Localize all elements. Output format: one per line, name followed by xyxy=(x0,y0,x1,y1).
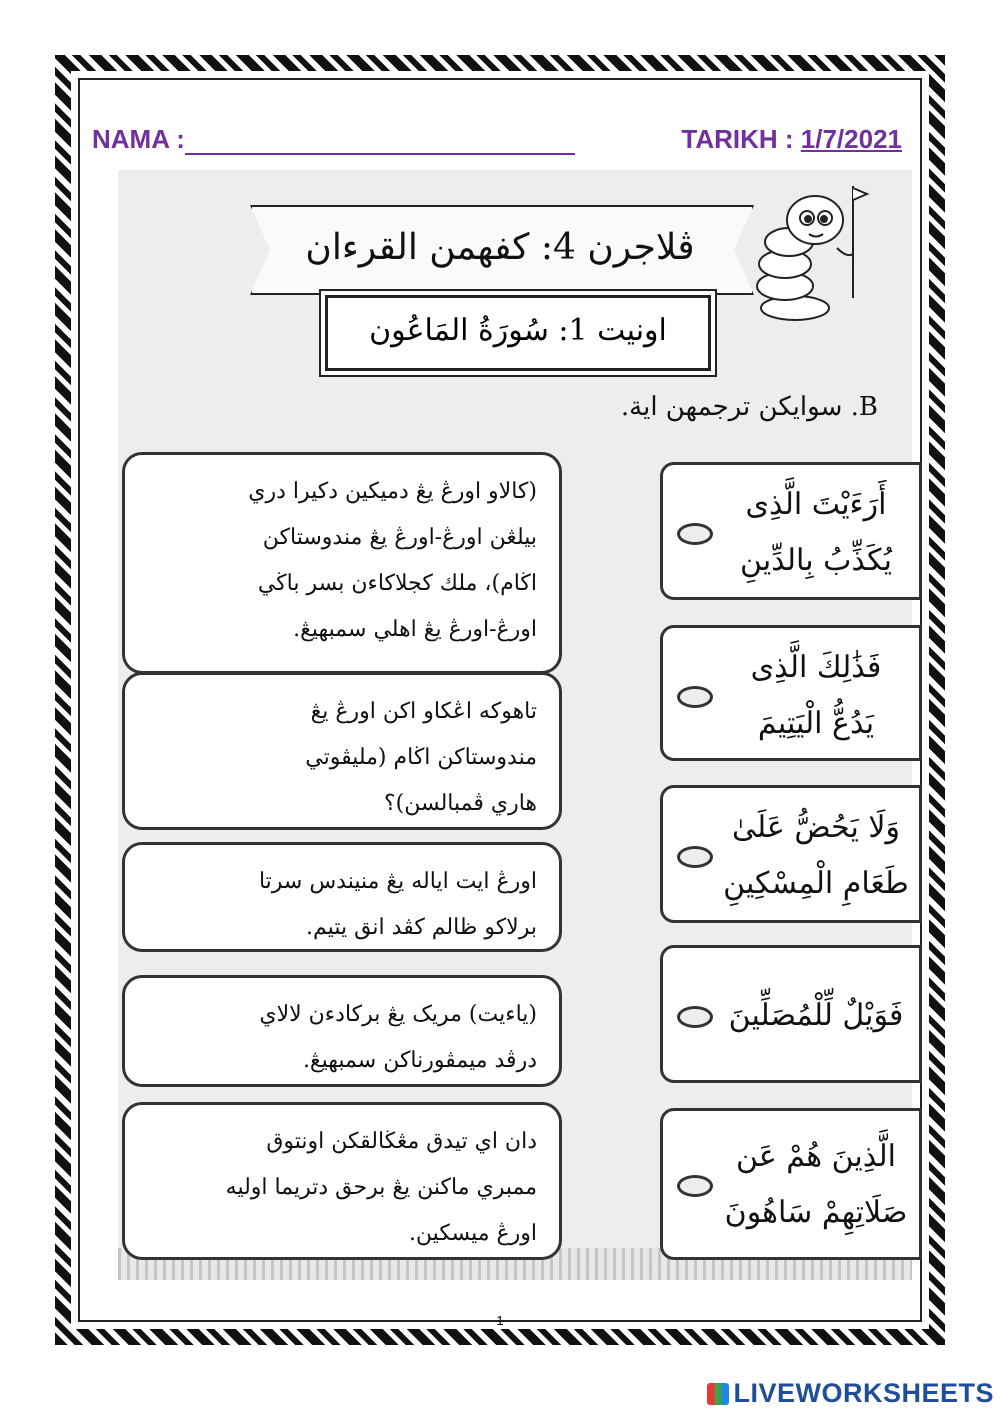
translation-line: هاري ڤمبالسن)؟ xyxy=(383,791,537,816)
liveworksheets-icon xyxy=(707,1383,729,1405)
brand-logo[interactable] xyxy=(707,1378,994,1409)
caterpillar-mascot-icon xyxy=(755,178,875,328)
verse-line: يَدُعُّ الْيَتِيمَ xyxy=(757,706,875,741)
verse-line: الَّذِينَ هُمْ عَن xyxy=(735,1139,896,1174)
date-field xyxy=(681,124,902,155)
tag-hole-icon xyxy=(677,686,713,708)
tag-hole-icon xyxy=(677,523,713,545)
translation-line: مندوستاكن اڬام (مليڤوتي xyxy=(305,745,537,770)
translation-box-3[interactable] xyxy=(122,842,562,952)
verse-tag-4[interactable] xyxy=(660,945,922,1083)
verse-line: فَوَيْلٌ لِّلْمُصَلِّينَ xyxy=(728,998,904,1033)
translation-line: اورڠ ايت اياله يڠ منيندس سرتا xyxy=(258,869,537,894)
name-label: NAMA : xyxy=(92,124,185,154)
translation-box-2[interactable] xyxy=(122,672,562,830)
translation-line: اورڠ ميسكين. xyxy=(408,1221,537,1246)
translation-line: دان اي تيدق مڠڬالقكن اونتوق xyxy=(266,1129,537,1154)
translation-line: ممبري ماكنن يڠ برحق دتريما اوليه xyxy=(225,1175,537,1200)
translation-box-1[interactable] xyxy=(122,452,562,674)
tag-hole-icon xyxy=(677,1006,713,1028)
name-field xyxy=(92,124,575,155)
date-value: 1/7/2021 xyxy=(800,124,902,154)
unit-title: اونيت 1: سُورَةُ المَاعُون xyxy=(325,295,711,371)
translation-box-5[interactable] xyxy=(122,1102,562,1260)
verse-line: فَذَٰلِكَ الَّذِى xyxy=(750,650,882,685)
translation-line: اڬام)، ملك كجلاكاءن بسر باڬي xyxy=(257,571,537,596)
page-number: 1 xyxy=(496,1313,504,1328)
chapter-title: ڤلاجرن 4: كفهمن القرءان xyxy=(305,227,695,268)
verse-line: صَلَاتِهِمْ سَاهُونَ xyxy=(724,1195,908,1230)
brand-name: LIVEWORKSHEETS xyxy=(733,1378,994,1408)
verse-line: طَعَامِ الْمِسْكِينِ xyxy=(723,866,909,901)
translation-line: درڤد ميمڤورناكن سمبهيڠ. xyxy=(302,1048,537,1073)
verse-tag-5[interactable] xyxy=(660,1108,922,1260)
verse-line: وَلَا يَحُضُّ عَلَىٰ xyxy=(732,810,900,845)
tag-hole-icon xyxy=(677,1175,713,1197)
translation-line: اورڠ-اورڠ يڠ اهلي سمبهيڠ. xyxy=(293,617,537,642)
translation-line: (كالاو اورڠ يڠ دميكين دكيرا دري xyxy=(248,479,537,504)
translation-line: تاهوكه اڠكاو اكن اورڠ يڠ xyxy=(310,699,537,724)
date-label: TARIKH : xyxy=(681,124,794,154)
translation-box-4[interactable] xyxy=(122,975,562,1087)
verse-tag-3[interactable] xyxy=(660,785,922,923)
verse-line: يُكَذِّبُ بِالدِّينِ xyxy=(739,543,892,578)
verse-line: أَرَءَيْتَ الَّذِى xyxy=(745,487,887,522)
instruction-text: B. سوايكن ترجمهن اية. xyxy=(620,392,878,422)
name-input-line[interactable] xyxy=(185,129,575,155)
translation-line: بيلڠن اورڠ-اورڠ يڠ مندوستاكن xyxy=(262,525,537,550)
verse-tag-2[interactable] xyxy=(660,625,922,761)
translation-line: برلاكو ظالم كڤد انق يتيم. xyxy=(306,915,537,940)
translation-line: (ياءيت) مريک يڠ بركادءن لالاي xyxy=(259,1002,537,1027)
verse-tag-1[interactable] xyxy=(660,462,922,600)
tag-hole-icon xyxy=(677,846,713,868)
